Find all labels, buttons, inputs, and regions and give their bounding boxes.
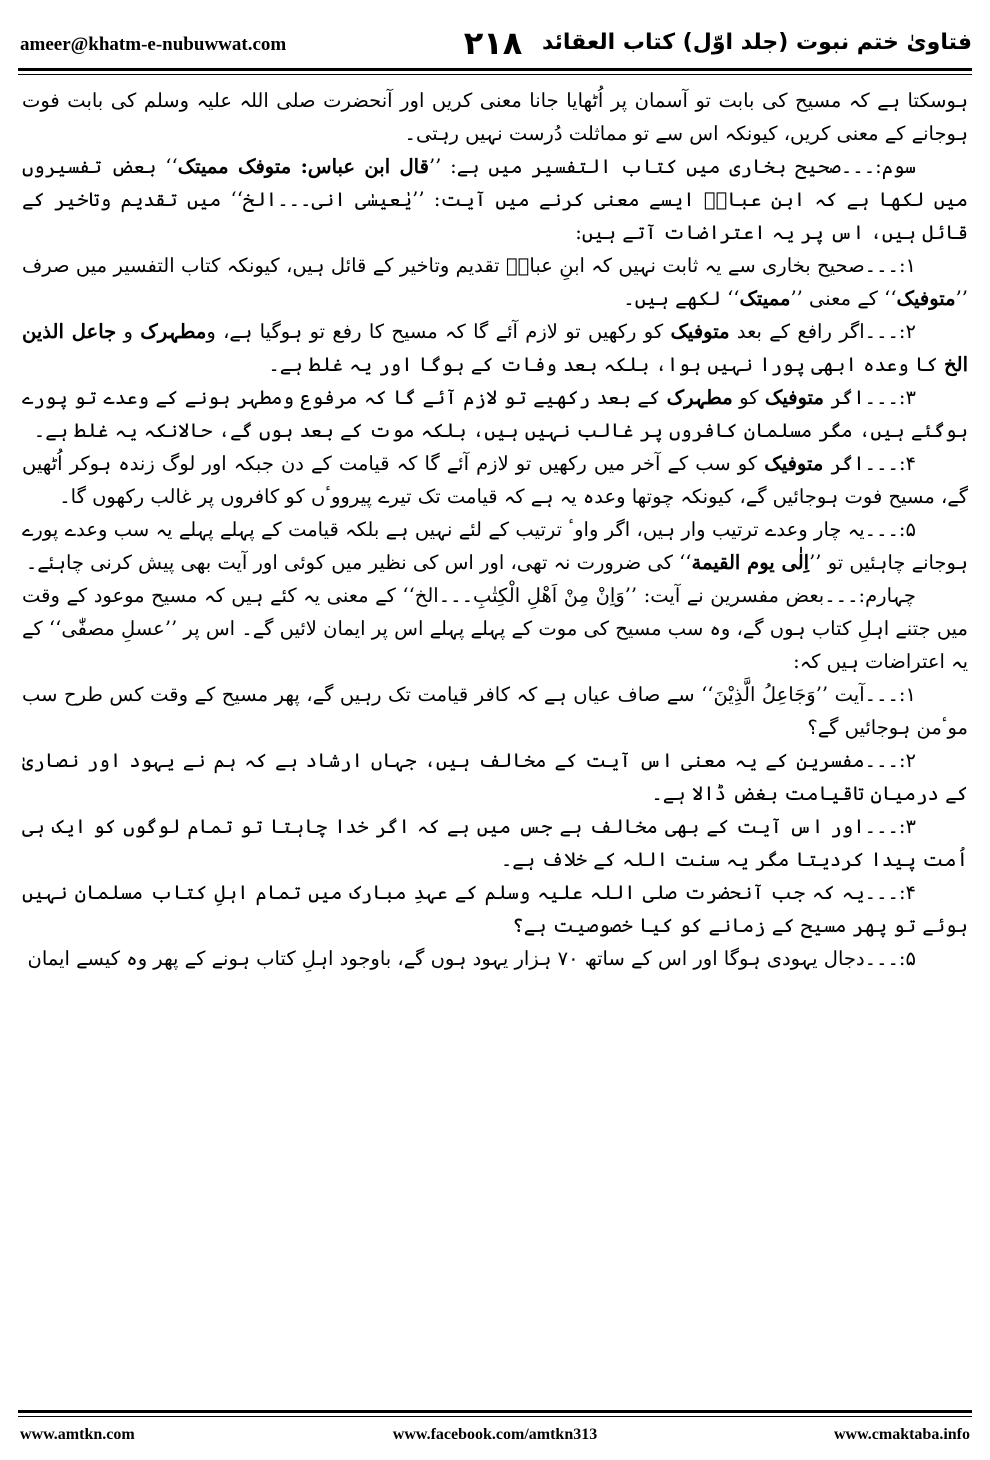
text-run: کو سب کے آخر میں رکھیں تو لازم آئے گا کہ قیامت کے دن جبکہ اور لوگ زندہ ہوکر اُٹھیں گے، مسیح فوت ہوجائیں گے، کیونکہ چوتھا وعدہ یہ ہے کہ قیامت تک تیرے پیرووٴں کو کافروں پر غالب رکھوں گا۔ (22, 452, 968, 508)
header-rule-thin (18, 74, 972, 75)
paragraph-1: ہوسکتا ہے کہ مسیح کی بابت تو آسمان پر اُٹھایا جانا معنی کریں اور آنحضرت صلی اللہ علیہ وسلم کی بابت فوت ہوجانے کے معنی کریں، کیونکہ اس سے تو مماثلت دُرست نہیں رہتی۔ (22, 89, 968, 145)
paragraph-2 (22, 150, 968, 249)
paragraph-7 (22, 513, 968, 579)
text-run: ۱:۔۔۔صحیح بخاری سے یہ ثابت نہیں کہ ابنِ عباسؓ تقدیم وتاخیر کے قائل ہیں، کیونکہ کتاب التفسیر میں صرف ’’ (22, 254, 968, 310)
paragraph-5 (22, 381, 968, 447)
paragraph-6 (22, 447, 968, 513)
paragraph-10: ۲:۔۔۔مفسرین کے یہ معنی اس آیت کے مخالف ہیں، جہاں ارشاد ہے کہ ہم نے یہود اور نصاریٰ کے درمیان تاقیامت بغض ڈالا ہے۔ (22, 749, 968, 805)
paragraph-12: ۴:۔۔۔یہ کہ جب آنحضرت صلی اللہ علیہ وسلم کے عہدِ مبارک میں تمام اہلِ کتاب مسلمان نہیں ہوئے تو پھر مسیح کے زمانے کو کیا خصوصیت ہے؟ (22, 881, 968, 937)
text-run: کا وعدہ ابھی پورا نہیں ہوا، بلکہ بعد وفات کے ہوگا اور یہ غلط ہے۔ (268, 353, 945, 376)
page-header (18, 22, 972, 68)
text-run: ۳:۔۔۔اگر (823, 386, 916, 409)
paragraph-11: ۳:۔۔۔اور اس آیت کے بھی مخالف ہے جس میں ہے کہ اگر خدا چاہتا تو تمام لوگوں کو ایک ہی اُمت پیدا کردیتا مگر یہ سنت اللہ کے خلاف ہے۔ (22, 815, 968, 871)
paragraph-3 (22, 249, 968, 315)
book-title: فتاویٰ ختم نبوت (جلد اوّل) کتاب العقائد (541, 30, 972, 55)
text-run: کے بعد رکھیے تو لازم آئے گا کہ مرفوع ومطہر ہونے کے وعدے تو پورے ہوگئے ہیں، مگر مسلمان کافروں پر غالب نہیں ہیں، بلکہ موت کے بعد ہوں گے، حالانکہ یہ غلط ہے۔ (22, 386, 968, 442)
text-run: ۵:۔۔۔یہ چار وعدے ترتیب وار ہیں، اگر واوٴ ترتیب کے لئے نہیں ہے بلکہ قیامت کے پہلے پہلے یہ سب وعدے پورے ہوجانے چاہئیں تو ’’ (22, 518, 968, 574)
header-email: ameer@khatm-e-nubuwwat.com (20, 34, 287, 55)
header-rule-thick (18, 68, 972, 71)
footer-link-left[interactable]: www.amtkn.com (20, 1426, 135, 1443)
bold-term: مطہرک (140, 320, 207, 343)
text-run: ‘‘ لکھے ہیں۔ (623, 287, 740, 310)
text-run: کو رکھیں تو لازم آئے گا کہ مسیح کا رفع تو ہوگیا ہے، و (206, 320, 671, 343)
text-run: ‘‘ بعض تفسیروں میں لکھا ہے کہ ابن عباسؓ ایسے معنی کرنے میں آیت: ’’یٰعیسٰی انی۔۔۔الخ‘‘ میں تقدیم وتاخیر کے قائل ہیں، اس پر یہ اعتراضات آتے ہیں: (22, 155, 968, 244)
footer-rule-thin (18, 1416, 972, 1417)
footer-link-center[interactable]: www.facebook.com/amtkn313 (392, 1426, 598, 1443)
bold-term: متوفیک (764, 452, 824, 475)
bold-term: مطہرک (666, 386, 733, 409)
bold-quote: قال ابن عباس: متوفک ممیتک (177, 155, 429, 178)
text-run: کو (732, 386, 765, 409)
text-run: ۴:۔۔۔اگر (823, 452, 917, 475)
bold-term: متوفیک (670, 320, 730, 343)
bold-term: متوفیک (764, 386, 824, 409)
text-run: سوم:۔۔۔صحیح بخاری میں کتاب التفسیر میں ہے: ’’ (428, 155, 916, 178)
page-footer (18, 1424, 972, 1448)
page-body (22, 84, 968, 1404)
bold-term: ممیتک (739, 287, 791, 310)
paragraph-13: ۵:۔۔۔دجال یہودی ہوگا اور اس کے ساتھ ۷۰ ہزار یہود ہوں گے، باوجود اہلِ کتاب ہونے کے پھر وہ کیسے ایمان (27, 947, 916, 970)
paragraph-8: چہارم:۔۔۔بعض مفسرین نے آیت: ’’وَاِنْ مِنْ اَھْلِ الْکِتٰبِ۔۔۔الخ‘‘ کے معنی یہ کئے ہیں کہ مسیح موعود کے وقت میں جتنے اہلِ کتاب ہوں گے، وہ سب مسیح کی موت کے پہلے پہلے اس پر ایمان لائیں گے۔ اس پر ’’عسلِ مصفّٰی‘‘ کے یہ اعتراضات ہیں کہ: (22, 584, 968, 673)
bold-term: متوفیک (896, 287, 956, 310)
text-run: ‘‘ کے معنی ’’ (790, 287, 897, 310)
bold-term: جاعل الذین الخ (22, 320, 968, 376)
footer-link-right[interactable]: www.cmaktaba.info (833, 1426, 970, 1443)
page-number: ۲۱۸ (463, 24, 523, 62)
paragraph-9: ۱:۔۔۔آیت ’’وَجَاعِلُ الَّذِیْنَ‘‘ سے صاف عیاں ہے کہ کافر قیامت تک رہیں گے، پھر مسیح کے وقت کس طرح سب موٴمن ہوجائیں گے؟ (22, 683, 968, 739)
text-run: ۲:۔۔۔اگر رافع کے بعد (729, 320, 916, 343)
footer-rule-thick (18, 1410, 972, 1413)
bold-term: اِلٰی یوم القیمة (691, 551, 810, 574)
text-run: و (116, 320, 141, 343)
paragraph-4 (22, 315, 968, 381)
text-run: ‘‘ کی ضرورت نہ تھی، اور اس کی نظیر میں کوئی اور آیت بھی پیش کرنی چاہئے۔ (25, 551, 692, 574)
